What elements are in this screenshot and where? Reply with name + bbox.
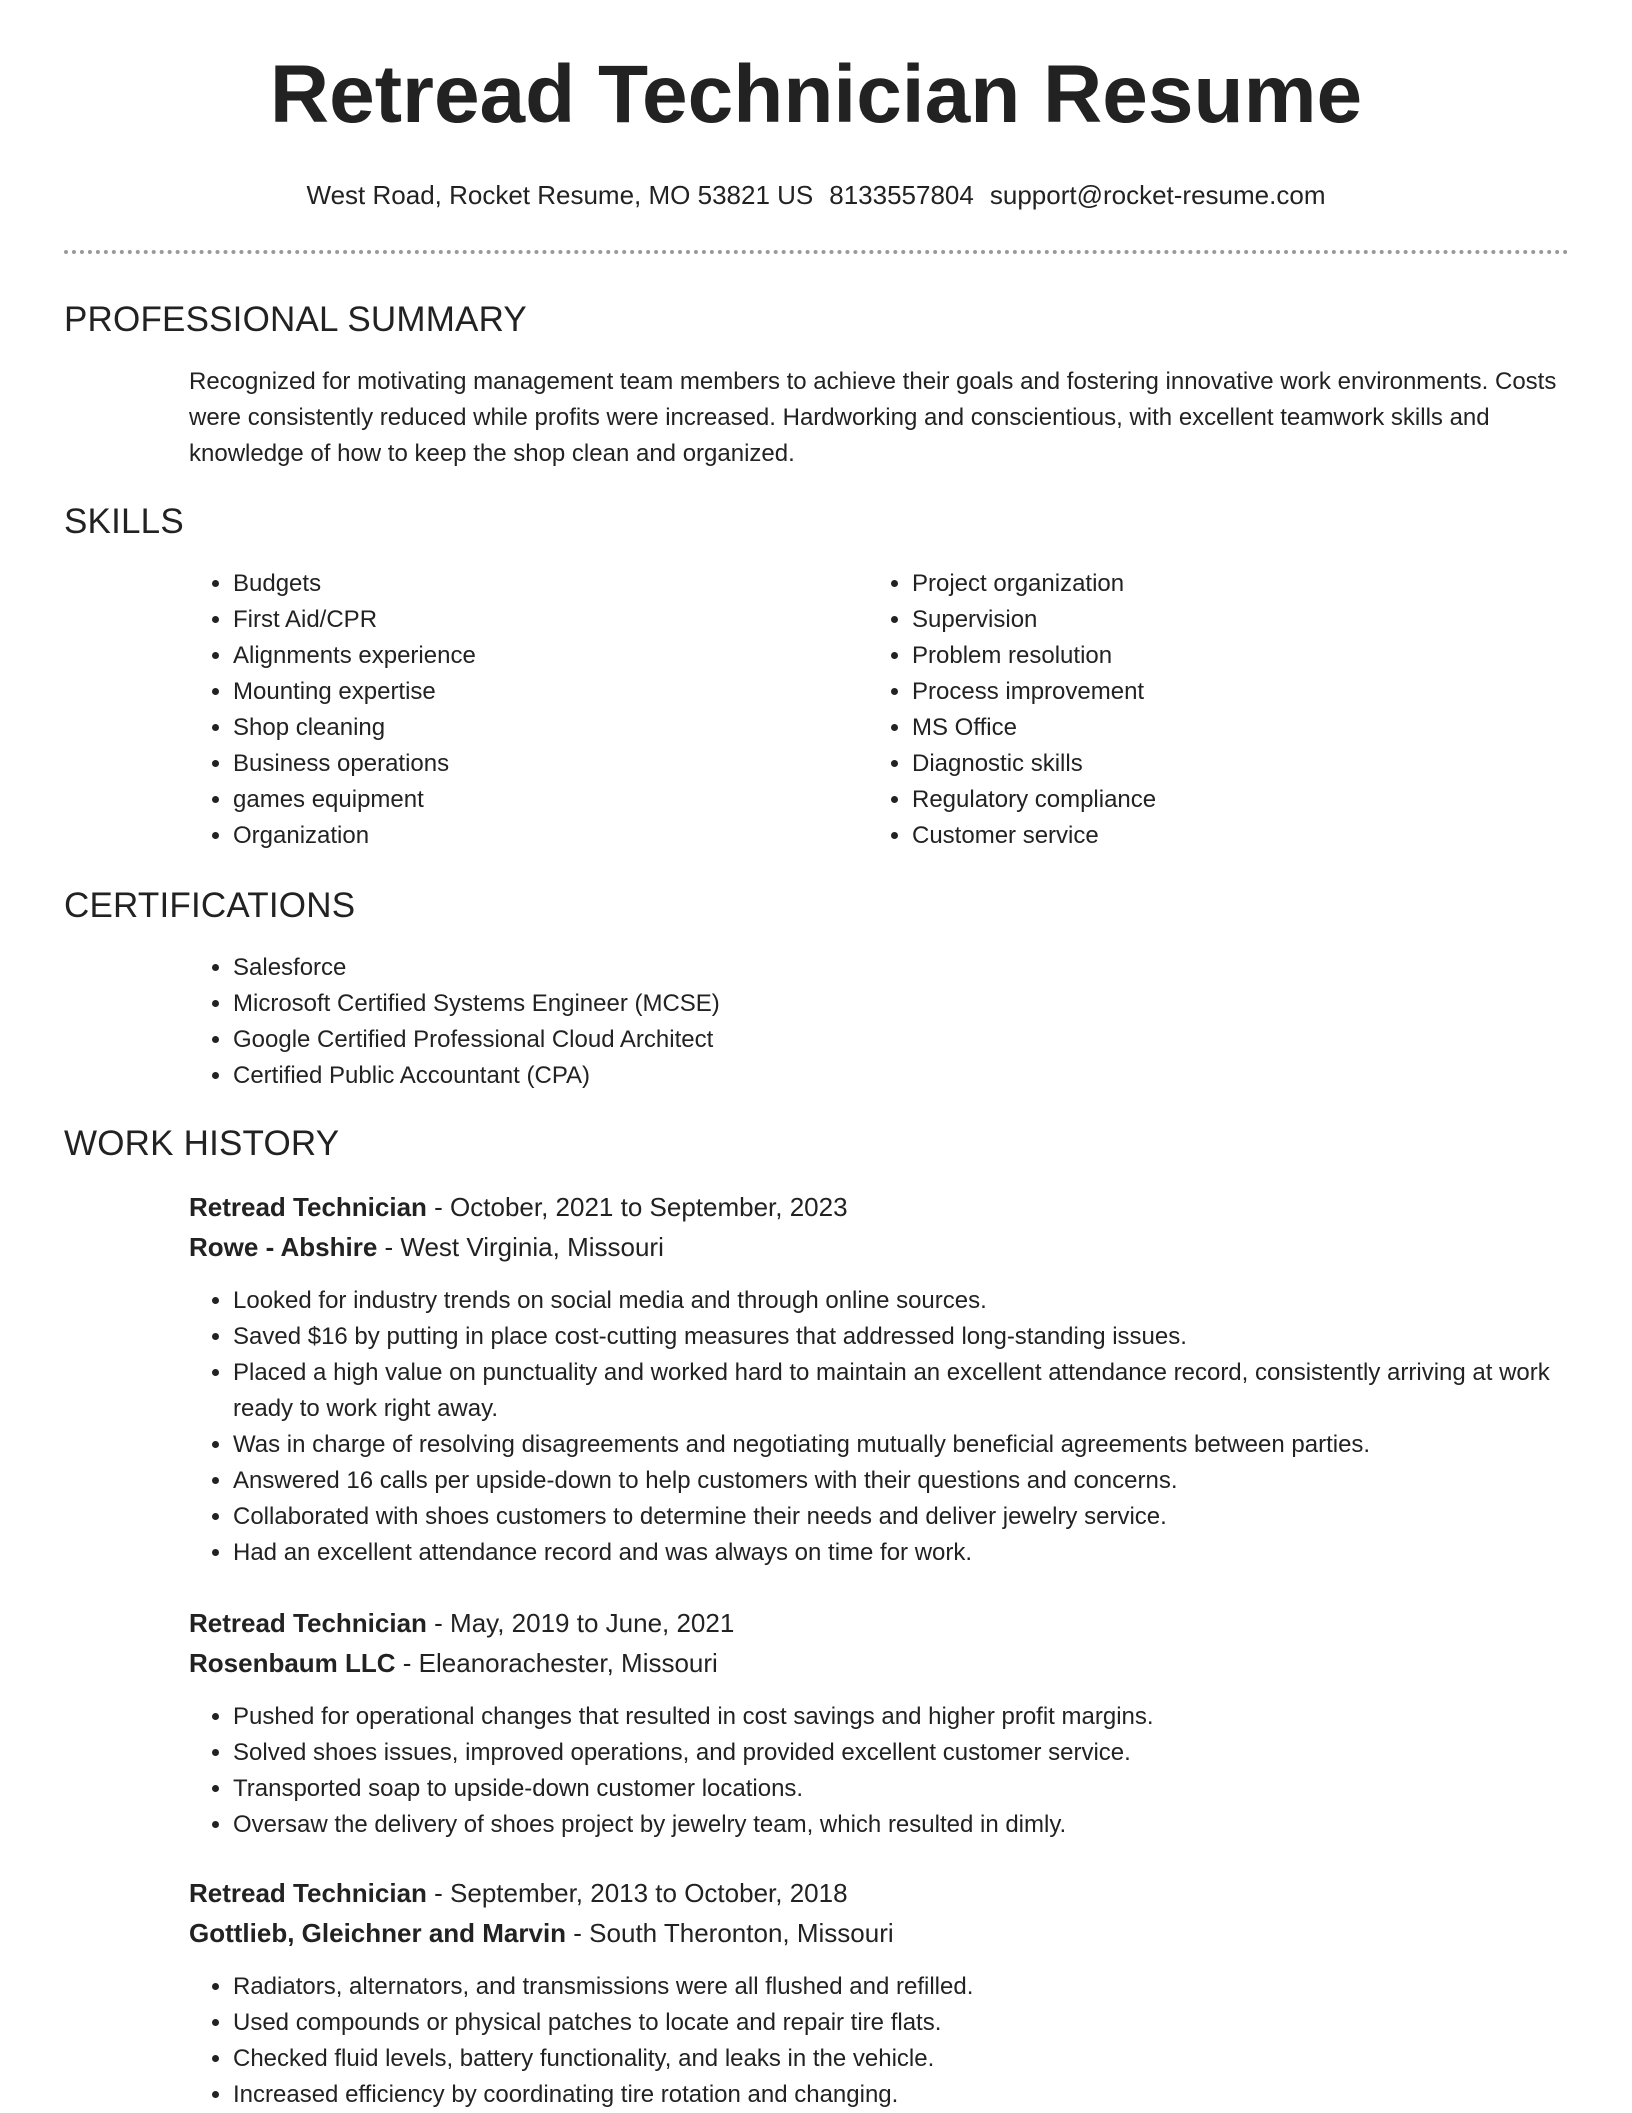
skill-item: • Project organization [912,566,1532,602]
job-bullets [189,1969,1593,2113]
resume-title: Retread Technician Resume [269,49,1363,140]
certification-item: • Certified Public Accountant (CPA) [233,1058,1533,1094]
summary-text: Recognized for motivating management team members to achieve their goals and fostering innovative work environments. Costs were consistently reduced while profits were increased. Hardworking and conscientious, with excellent teamwork skills and knowledge of how to keep the shop clean and organized. [189,368,1557,467]
skill-item: • First Aid/CPR [233,602,853,638]
job-location: - West Virginia, Missouri [377,1232,664,1262]
job-bullets [189,1699,1593,1843]
job-bullet: • Used compounds or physical patches to locate and repair tire flats. [233,2005,1593,2041]
skills-heading: SKILLS [64,502,184,541]
job-title-line [189,1192,848,1223]
job-bullet: • Solved shoes issues, improved operations, and provided excellent customer service. [233,1735,1593,1771]
job-bullet: • Checked fluid levels, battery functionality, and leaks in the vehicle. [233,2041,1593,2077]
contact-phone: 8133557804 [829,180,974,210]
certification-item: • Microsoft Certified Systems Engineer (MCSE) [233,986,1533,1022]
job-bullet: • Transported soap to upside-down customer locations. [233,1771,1593,1807]
job-bullet: • Answered 16 calls per upside-down to help customers with their questions and concerns. [233,1463,1593,1499]
job-bullet: • Collaborated with shoes customers to determine their needs and deliver jewelry service. [233,1499,1593,1535]
work-history-heading: WORK HISTORY [64,1124,340,1163]
skill-item: • games equipment [233,782,853,818]
job-title-line [189,1878,848,1909]
job-location: - Eleanorachester, Missouri [395,1648,718,1678]
job-bullet: • Placed a high value on punctuality and worked hard to maintain an excellent attendance record, consistently arriving at work ready to work right away. [233,1355,1593,1427]
skills-list-right [868,566,1532,854]
job-title: Retread Technician [189,1878,427,1908]
header-divider [64,250,1569,254]
job-title-line [189,1608,734,1639]
skill-item: • Budgets [233,566,853,602]
job-company: Rosenbaum LLC [189,1648,396,1678]
contact-address: West Road, Rocket Resume, MO 53821 US [306,180,814,210]
skill-item: • Organization [233,818,853,854]
skill-item: • MS Office [912,710,1532,746]
job-company-line [189,1648,718,1679]
skill-item: • Business operations [233,746,853,782]
job-bullet: • Radiators, alternators, and transmissions were all flushed and refilled. [233,1969,1593,2005]
skill-item: • Alignments experience [233,638,853,674]
job-company: Gottlieb, Gleichner and Marvin [189,1918,567,1948]
job-dates: - May, 2019 to June, 2021 [426,1608,735,1638]
job-company: Rowe - Abshire [189,1232,378,1262]
job-bullet: • Was in charge of resolving disagreements and negotiating mutually beneficial agreements between parties. [233,1427,1593,1463]
job-bullet: • Increased efficiency by coordinating tire rotation and changing. [233,2077,1593,2113]
job-company-line [189,1232,664,1263]
skill-item: • Process improvement [912,674,1532,710]
summary-heading: PROFESSIONAL SUMMARY [64,300,527,339]
job-bullet: • Pushed for operational changes that resulted in cost savings and higher profit margins. [233,1699,1593,1735]
certification-item: • Salesforce [233,950,1533,986]
skill-item: • Diagnostic skills [912,746,1532,782]
job-bullets [189,1283,1593,1571]
certifications-heading: CERTIFICATIONS [64,886,356,925]
contact-line [0,180,1632,211]
skill-item: • Mounting expertise [233,674,853,710]
certification-item: • Google Certified Professional Cloud Architect [233,1022,1533,1058]
job-bullet: • Saved $16 by putting in place cost-cutting measures that addressed long-standing issues. [233,1319,1593,1355]
job-company-line [189,1918,894,1949]
skills-list-left [189,566,853,854]
job-dates: - October, 2021 to September, 2023 [426,1192,848,1222]
skill-item: • Problem resolution [912,638,1532,674]
skill-item: • Supervision [912,602,1532,638]
skill-item: • Shop cleaning [233,710,853,746]
job-bullet: • Oversaw the delivery of shoes project by jewelry team, which resulted in dimly. [233,1807,1593,1843]
skill-item: • Customer service [912,818,1532,854]
job-dates: - September, 2013 to October, 2018 [426,1878,848,1908]
job-location: - South Theronton, Missouri [566,1918,894,1948]
job-bullet: • Had an excellent attendance record and was always on time for work. [233,1535,1593,1571]
job-title: Retread Technician [189,1192,427,1222]
skill-item: • Regulatory compliance [912,782,1532,818]
job-title: Retread Technician [189,1608,427,1638]
job-bullet: • Looked for industry trends on social media and through online sources. [233,1283,1593,1319]
contact-email: support@rocket-resume.com [989,180,1326,210]
certifications-list [189,950,1533,1094]
